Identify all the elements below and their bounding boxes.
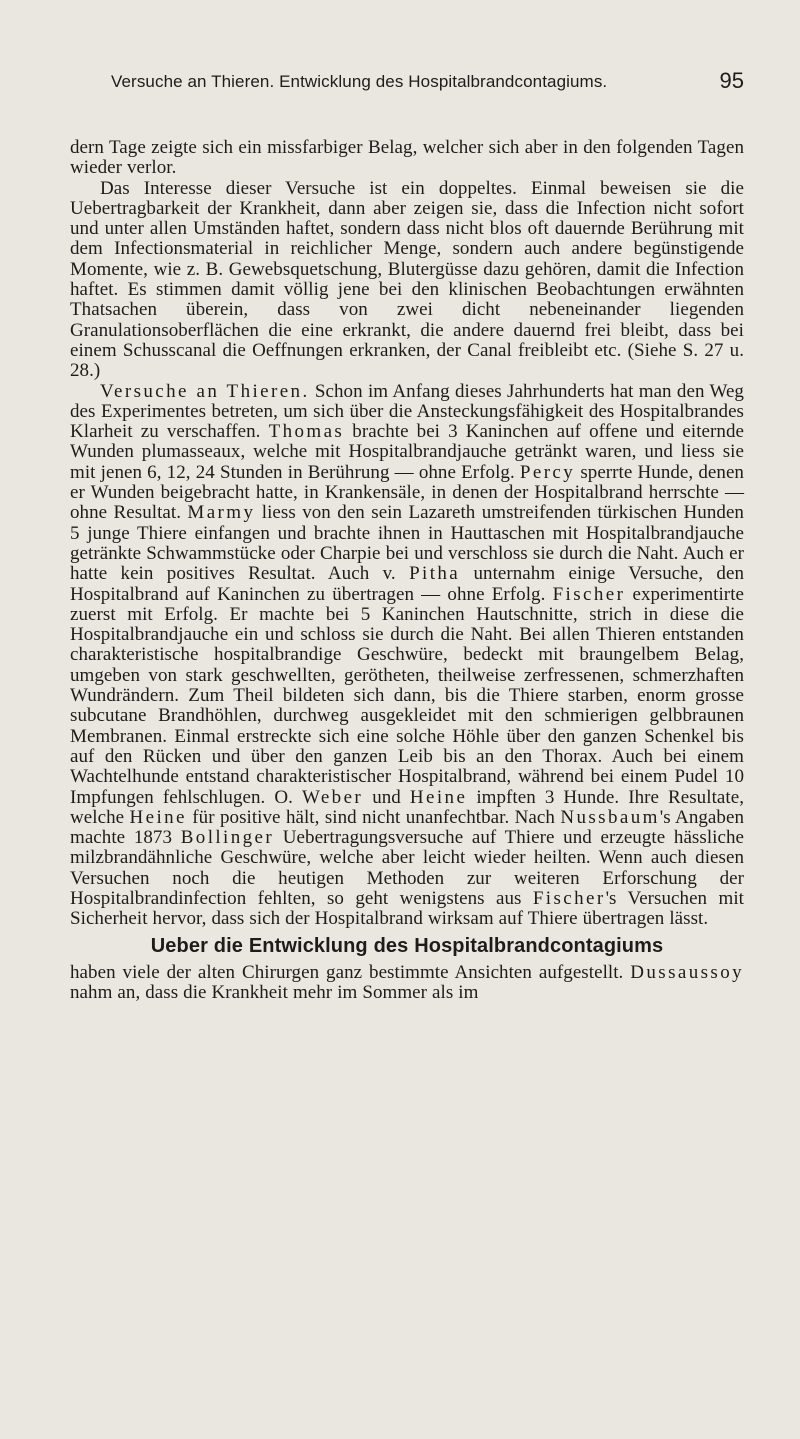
author-name-fischer: Fischer bbox=[532, 887, 606, 909]
text-run: für positive hält, sind nicht unanfechtbar. Nach bbox=[186, 806, 561, 828]
text-run: Schon im Anfang dieses Jahrhunderts hat man den Weg des Experimentes betreten, um sich über die Ansteckungsfähigkeit des Hospitalbrandes Klarheit zu verschaffen. bbox=[70, 380, 744, 443]
paragraph-continuation: dern Tage zeigte sich ein missfarbiger Belag, welcher sich aber in den folgenden Tagen wieder verlor. bbox=[70, 137, 744, 179]
text-run: unternahm einige Versuche, den Hospitalbrand auf Kaninchen zu übertragen — ohne Erfolg. bbox=[70, 563, 744, 605]
text-run: 's Versuchen mit Sicherheit hervor, dass sich der Hospitalbrand wirksam auf Thiere übertragen lässt. bbox=[70, 887, 744, 930]
text-run: liess von den sein Lazareth umstreifenden türkischen Hunden 5 junge Thiere einfangen und brachte ihnen in Hauttaschen mit Hospitalbrandjauche getränkte Schwammstücke oder Charpie bei und verschloss sie durch die Naht. Auch er hatte kein positives Resultat. Auch v. bbox=[70, 502, 744, 585]
section-heading: Ueber die Entwicklung des Hospitalbrandcontagiums bbox=[150, 934, 664, 957]
author-name-dussaussoy: Dussaussoy bbox=[630, 961, 744, 983]
text-run: Uebertragungsversuche auf Thiere und erzeugte hässliche milzbrandähnliche Geschwüre, welche aber leicht wieder heilten. Wenn auch diesen Versuchen noch die heutigen Methoden zur weiteren Erforschung der Hospitalbrandinfection fehlten, so geht wenigstens aus bbox=[70, 827, 744, 909]
author-name-heine: Heine bbox=[409, 786, 468, 808]
author-name-nussbaum: Nussbaum bbox=[560, 806, 660, 828]
body-text bbox=[70, 138, 744, 1003]
text-run: und bbox=[363, 786, 410, 808]
text-run: nahm an, dass die Krankheit mehr im Sommer als im bbox=[70, 982, 479, 1004]
author-name-weber: Weber bbox=[302, 786, 364, 808]
author-name-bollinger: Bollinger bbox=[180, 827, 275, 849]
author-name-percy: Percy bbox=[519, 461, 576, 483]
paragraph-animal-experiments bbox=[70, 382, 744, 930]
paragraph-development bbox=[70, 963, 744, 1004]
running-header bbox=[70, 68, 744, 112]
text-run: sperrte Hunde, denen er Wunden beigebracht hatte, in Krankensäle, in denen der Hospitalbrand herrschte — ohne Resultat. bbox=[70, 461, 744, 524]
running-title: Versuche an Thieren. Entwicklung des Hospitalbrandcontagiums. bbox=[111, 72, 608, 91]
section-run-in-heading: Versuche an Thieren. bbox=[100, 380, 310, 402]
author-name-pitha: Pitha bbox=[409, 563, 461, 585]
text-run: impften 3 Hunde. Ihre Resultate, welche bbox=[70, 786, 744, 828]
author-name-thomas: Thomas bbox=[268, 421, 345, 443]
text-run: haben viele der alten Chirurgen ganz bestimmte Ansichten aufgestellt. bbox=[70, 961, 631, 983]
book-page bbox=[0, 68, 800, 1439]
text-run: experimentirte zuerst mit Erfolg. Er machte bei 5 Kaninchen Hautschnitte, strich in diese die Hospitalbrandjauche ein und schloss sie durch die Naht. Bei allen Thieren entstanden charakteristische hospitalbrandige Geschwüre, bedeckt mit braungelbem Belag, umgeben von stark geschwellten, gerötheten, theilweise zerfressenen, schmerzhaften Wundrändern. Zum Theil bildeten sich dann, bis die Thiere starben, enorm grosse subcutane Brandhöhlen, durchweg ausgekleidet mit den schmierigen gelbbraunen Membranen. Einmal erstreckte sich eine solche Höhle über den ganzen Schenkel bis auf den Rücken und über den ganzen Leib bis an den Thorax. Auch bei einem Wachtelhunde entstand charakteristischer Hospitalbrand, während bei einem Pudel 10 Impfungen fehlschlugen. O. bbox=[70, 583, 745, 808]
author-name-heine: Heine bbox=[129, 806, 187, 828]
page-number: 95 bbox=[719, 68, 744, 93]
text-run: brachte bei 3 Kaninchen auf offene und eiternde Wunden plumasseaux, welche mit Hospitalbrandjauche getränkt waren, und liess sie mit jenen 6, 12, 24 Stunden in Berührung — ohne Erfolg. bbox=[70, 421, 744, 483]
text-run: 's Angaben machte 1873 bbox=[70, 806, 744, 849]
paragraph-interest: Das Interesse dieser Versuche ist ein doppeltes. Einmal beweisen sie die Uebertragbarkeit der Krankheit, dann aber zeigen sie, dass die Infection nicht sofort und unter allen Umständen haftet, sondern dass nicht blos oft dauernde Berührung mit dem Infectionsmaterial in reichlicher Menge, sondern auch andere begünstigende Momente, wie z. B. Gewebsquetschung, Blutergüsse dazu gehören, damit die Infection haftet. Es stimmen damit völlig jene bei den klinischen Beobachtungen erwähnten Thatsachen überein, dass von zwei dicht nebeneinander liegenden Granulationsoberflächen die eine erkrankt, die andere dauernd frei bleibt, dass bei einem Schusscanal die Oeffnungen erkranken, der Canal freibleibt etc. (Siehe S. 27 u. 28.) bbox=[70, 177, 744, 382]
author-name-marmy: Marmy bbox=[187, 502, 256, 524]
author-name-fischer: Fischer bbox=[552, 583, 626, 605]
